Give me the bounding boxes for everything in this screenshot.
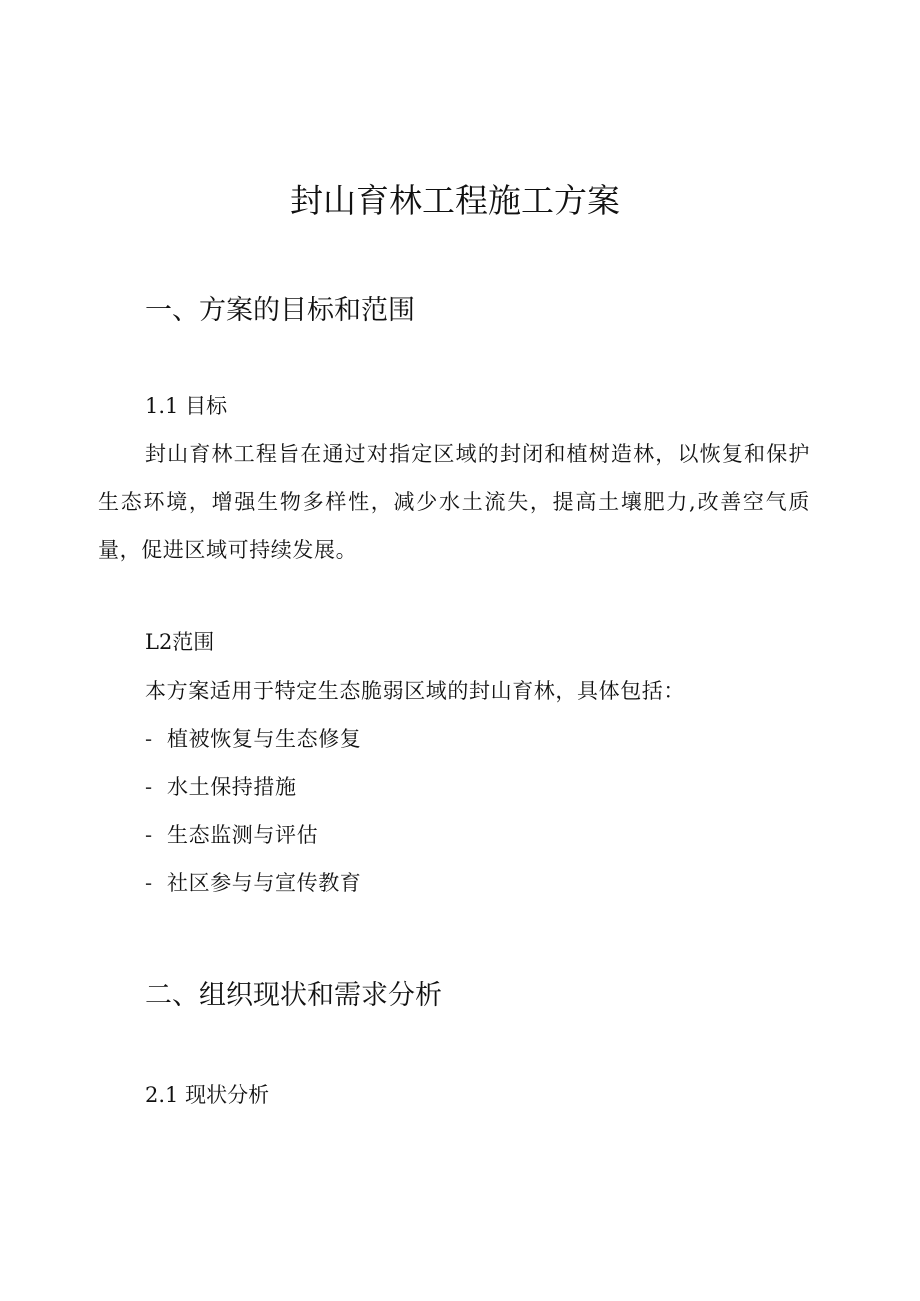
- list-dash: -: [145, 871, 153, 895]
- list-item-text: 植被恢复与生态修复: [167, 727, 362, 751]
- list-item: [145, 868, 361, 916]
- list-item: [145, 772, 361, 820]
- list-dash: -: [145, 775, 153, 799]
- list-item-text: 生态监测与评估: [167, 823, 319, 847]
- subsection-heading-goal: 1.1 目标: [145, 394, 228, 418]
- section-heading-status-needs: 二、组织现状和需求分析: [145, 980, 442, 1011]
- list-item-text: 社区参与与宣传教育: [167, 871, 362, 895]
- scope-list: [145, 724, 361, 916]
- list-dash: -: [145, 727, 153, 751]
- scope-intro: 本方案适用于特定生态脆弱区域的封山育林，具体包括：: [145, 679, 685, 703]
- subsection-heading-status: 2.1 现状分析: [145, 1083, 270, 1107]
- document-title: 封山育林工程施工方案: [290, 181, 620, 220]
- list-item: [145, 820, 361, 868]
- list-item-text: 水土保持措施: [167, 775, 297, 799]
- subsection-heading-scope: L2范围: [145, 630, 215, 654]
- section-heading-goals-scope: 一、方案的目标和范围: [145, 295, 415, 326]
- goal-paragraph: 封山育林工程旨在通过对指定区域的封闭和植树造林，以恢复和保护生态环境，增强生物多样性，减少水土流失，提高土壤肥力,改善空气质量，促进区域可持续发展。: [98, 442, 810, 562]
- list-item: [145, 724, 361, 772]
- list-dash: -: [145, 823, 153, 847]
